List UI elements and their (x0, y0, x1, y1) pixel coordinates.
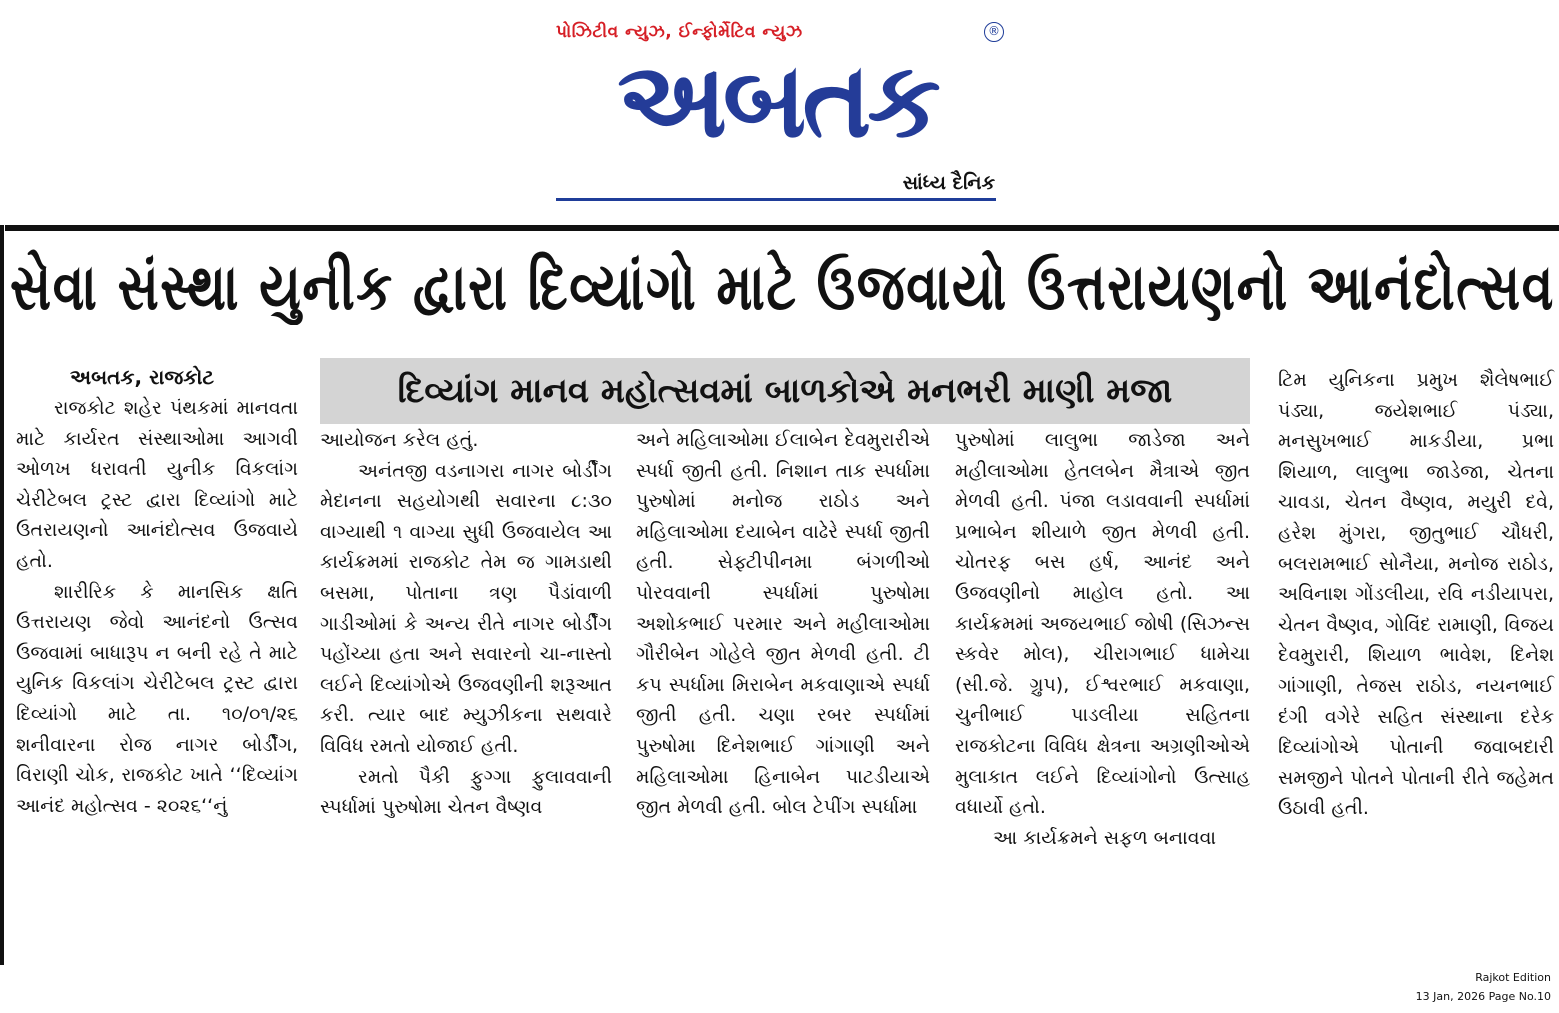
paragraph: રાજકોટ શહેર પંથકમાં માનવતા માટે કાર્યરત સંસ્થાઓમા આગવી ઓળખ ધરાવતી યુનીક વિકલાંગ ચેરીટેબલ ટ્રસ્ટ દ્વારા દિવ્યાંગો માટે ઉતરાયણનો આનંદોત્સવ ઉજવાયે હતો. (16, 397, 298, 572)
paragraph: ટિમ યુનિકના પ્રમુખ શૈલેષભાઈ પંડ્યા, જયેશભાઈ પંડ્યા, મનસુખભાઈ માકડીયા, પ્રભા શિયાળ, લાલુભા જાડેજા, ચેતના ચાવડા, ચેતન વૈષ્ણવ, મયુરી દવે, હરેશ મુંગરા, જીતુભાઈ ચૌધરી, બલરામભાઈ સોનૈયા, મનોજ રાઠોડ, અવિનાશ ગોંડલીયા, રવિ નડીયાપરા, ચેતન વૈષ્ણવ, ગોવિંદ રામાણી, વિજય દેવમુરારી, શિયાળ ભાવેશ, દિનેશ ગાંગાણી, તેજસ રાઠોડ, નયનભાઈ દંગી વગેરે સહિત સંસ્થાના દરેક દિવ્યાંગોએ પોતાની જવાબદારી સમજીને પોતને પોતાની રીતે જહેમત ઉઠાવી હતી. (1278, 369, 1554, 820)
paragraph: અનંતજી વડનાગરા નાગર બોર્ડીંગ મેદાનના સહયોગથી સવારના ૮:૩૦ વાગ્યાથી ૧ વાગ્યા સુધી ઉજવાયેલ આ કાર્યક્રમમાં રાજકોટ તેમ જ ગામડાથી બસમા, પોતાના ત્રણ પૈડાંવાળી ગાડીઓમાં કે અન્ય રીતે નાગર બોર્ડીંગ પહોંચ્યા હતા અને સવારનો ચા-નાસ્તો લઈને દિવ્યાંગોએ ઉજવણીની શરૂઆત કરી. ત્યાર બાદ મ્યુઝીકના સથવારે વિવિધ રમતો યોજાઈ હતી. (320, 459, 612, 757)
article-column-2 (320, 425, 612, 823)
article-column-5 (1278, 365, 1554, 824)
article-column-3 (636, 425, 930, 823)
masthead-tagline: પોઝિટીવ ન્યુઝ, ઈન્ફોર્મેટિવ ન્યુઝ (556, 22, 803, 42)
footer-edition: Rajkot Edition (1475, 971, 1551, 984)
masthead-logo: અબતક (617, 39, 937, 161)
article-subheadline: દિવ્યાંગ માનવ મહોત્સવમાં બાળકોએ મનભરી માણી મજા (320, 358, 1250, 424)
paragraph: રમતો પૈકી ફુગ્ગા ફુલાવવાની સ્પર્ધામાં પુરુષોમા ચેતન વૈષ્ણવ (320, 765, 612, 819)
article-top-rule (5, 225, 1559, 231)
paragraph: અને મહિલાઓમા ઈલાબેન દેવમુરારીએ સ્પર્ધા જીતી હતી. નિશાન તાક સ્પર્ધામા પુરુષોમાં મનોજ રાઠોડ અને મહિલાઓમા દયાબેન વાઢેરે સ્પર્ધા જીતી હતી. સેફ્ટીપીનમા બંગળીઓ પોરવવાની સ્પર્ધામાં પુરુષોમા અશોકભાઈ પરમાર અને મહીલાઓમા ગૌરીબેન ગોહેલે જીત મેળવી હતી. ટી કપ સ્પર્ધામા મિરાબેન મકવાણાએ સ્પર્ધા જીતી હતી. ચણા રબર સ્પર્ધામાં પુરુષોમા દિનેશભાઈ ગાંગાણી અને મહિલાઓમા હિનાબેન પાટડીયાએ જીત મેળવી હતી. બોલ ટેપીંગ સ્પર્ધામા (636, 429, 930, 819)
footer-date-page: 13 Jan, 2026 Page No.10 (1415, 990, 1551, 1003)
paragraph: આ કાર્યક્રમને સફળ બનાવવા (993, 826, 1217, 849)
article-left-rule (0, 225, 4, 965)
article-column-1 (16, 393, 298, 821)
paragraph: આયોજન કરેલ હતું. (320, 429, 479, 451)
paragraph: પુરુષોમાં લાલુભા જાડેજા અને મહીલાઓમા હેતલબેન મૈત્રાએ જીત મેળવી હતી. પંજા લડાવવાની સ્પર્ધામાં પ્રભાબેન શીયાળે જીત મેળવી હતી. ચોતરફ બસ હર્ષ, આનંદ અને ઉજવણીનો માહોલ હતો. આ કાર્યક્રમમાં અજયભાઈ જોષી (સિઝન્સ સ્કવેર મોલ), ચીરાગભાઈ ધામેચા (સી.જે. ગ્રુપ), ઈશ્વરભાઈ મકવાણા, ચુનીભાઈ પાડલીયા સહિતના રાજકોટના વિવિધ ક્ષેત્રના અગ્રણીઓએ મુલાકાત લઈને દિવ્યાંગોનો ઉત્સાહ વધાર્યો હતો. (955, 429, 1250, 819)
masthead-subtitle: સાંધ્ય દૈનિક (902, 172, 995, 194)
registered-mark: ® (984, 22, 1004, 42)
article-column-4 (955, 425, 1250, 853)
masthead-underline (556, 198, 996, 201)
article-byline: અબતક, રાજકોટ (70, 365, 215, 389)
article-headline: સેવા સંસ્થા યુનીક દ્વારા દિવ્યાંગો માટે ઉજવાયો ઉત્તરાયણનો આનંદોત્સવ (10, 251, 1555, 325)
paragraph: શારીરિક કે માનસિક ક્ષતિ ઉત્તરાયણ જેવો આનંદનો ઉત્સવ ઉજવામાં બાધારૂપ ન બની રહે તે માટે યુનિક વિકલાંગ ચેરીટેબલ ટ્રસ્ટ દ્વારા દિવ્યાંગો માટે તા. ૧૦/૦૧/૨૬ શનીવારના રોજ નાગર બોર્ડીંગ, વિરાણી ચોક, રાજકોટ ખાતે ‘‘દિવ્યાંગ આનંદ મહોત્સવ - ૨૦૨૬‘‘નું (16, 580, 298, 817)
